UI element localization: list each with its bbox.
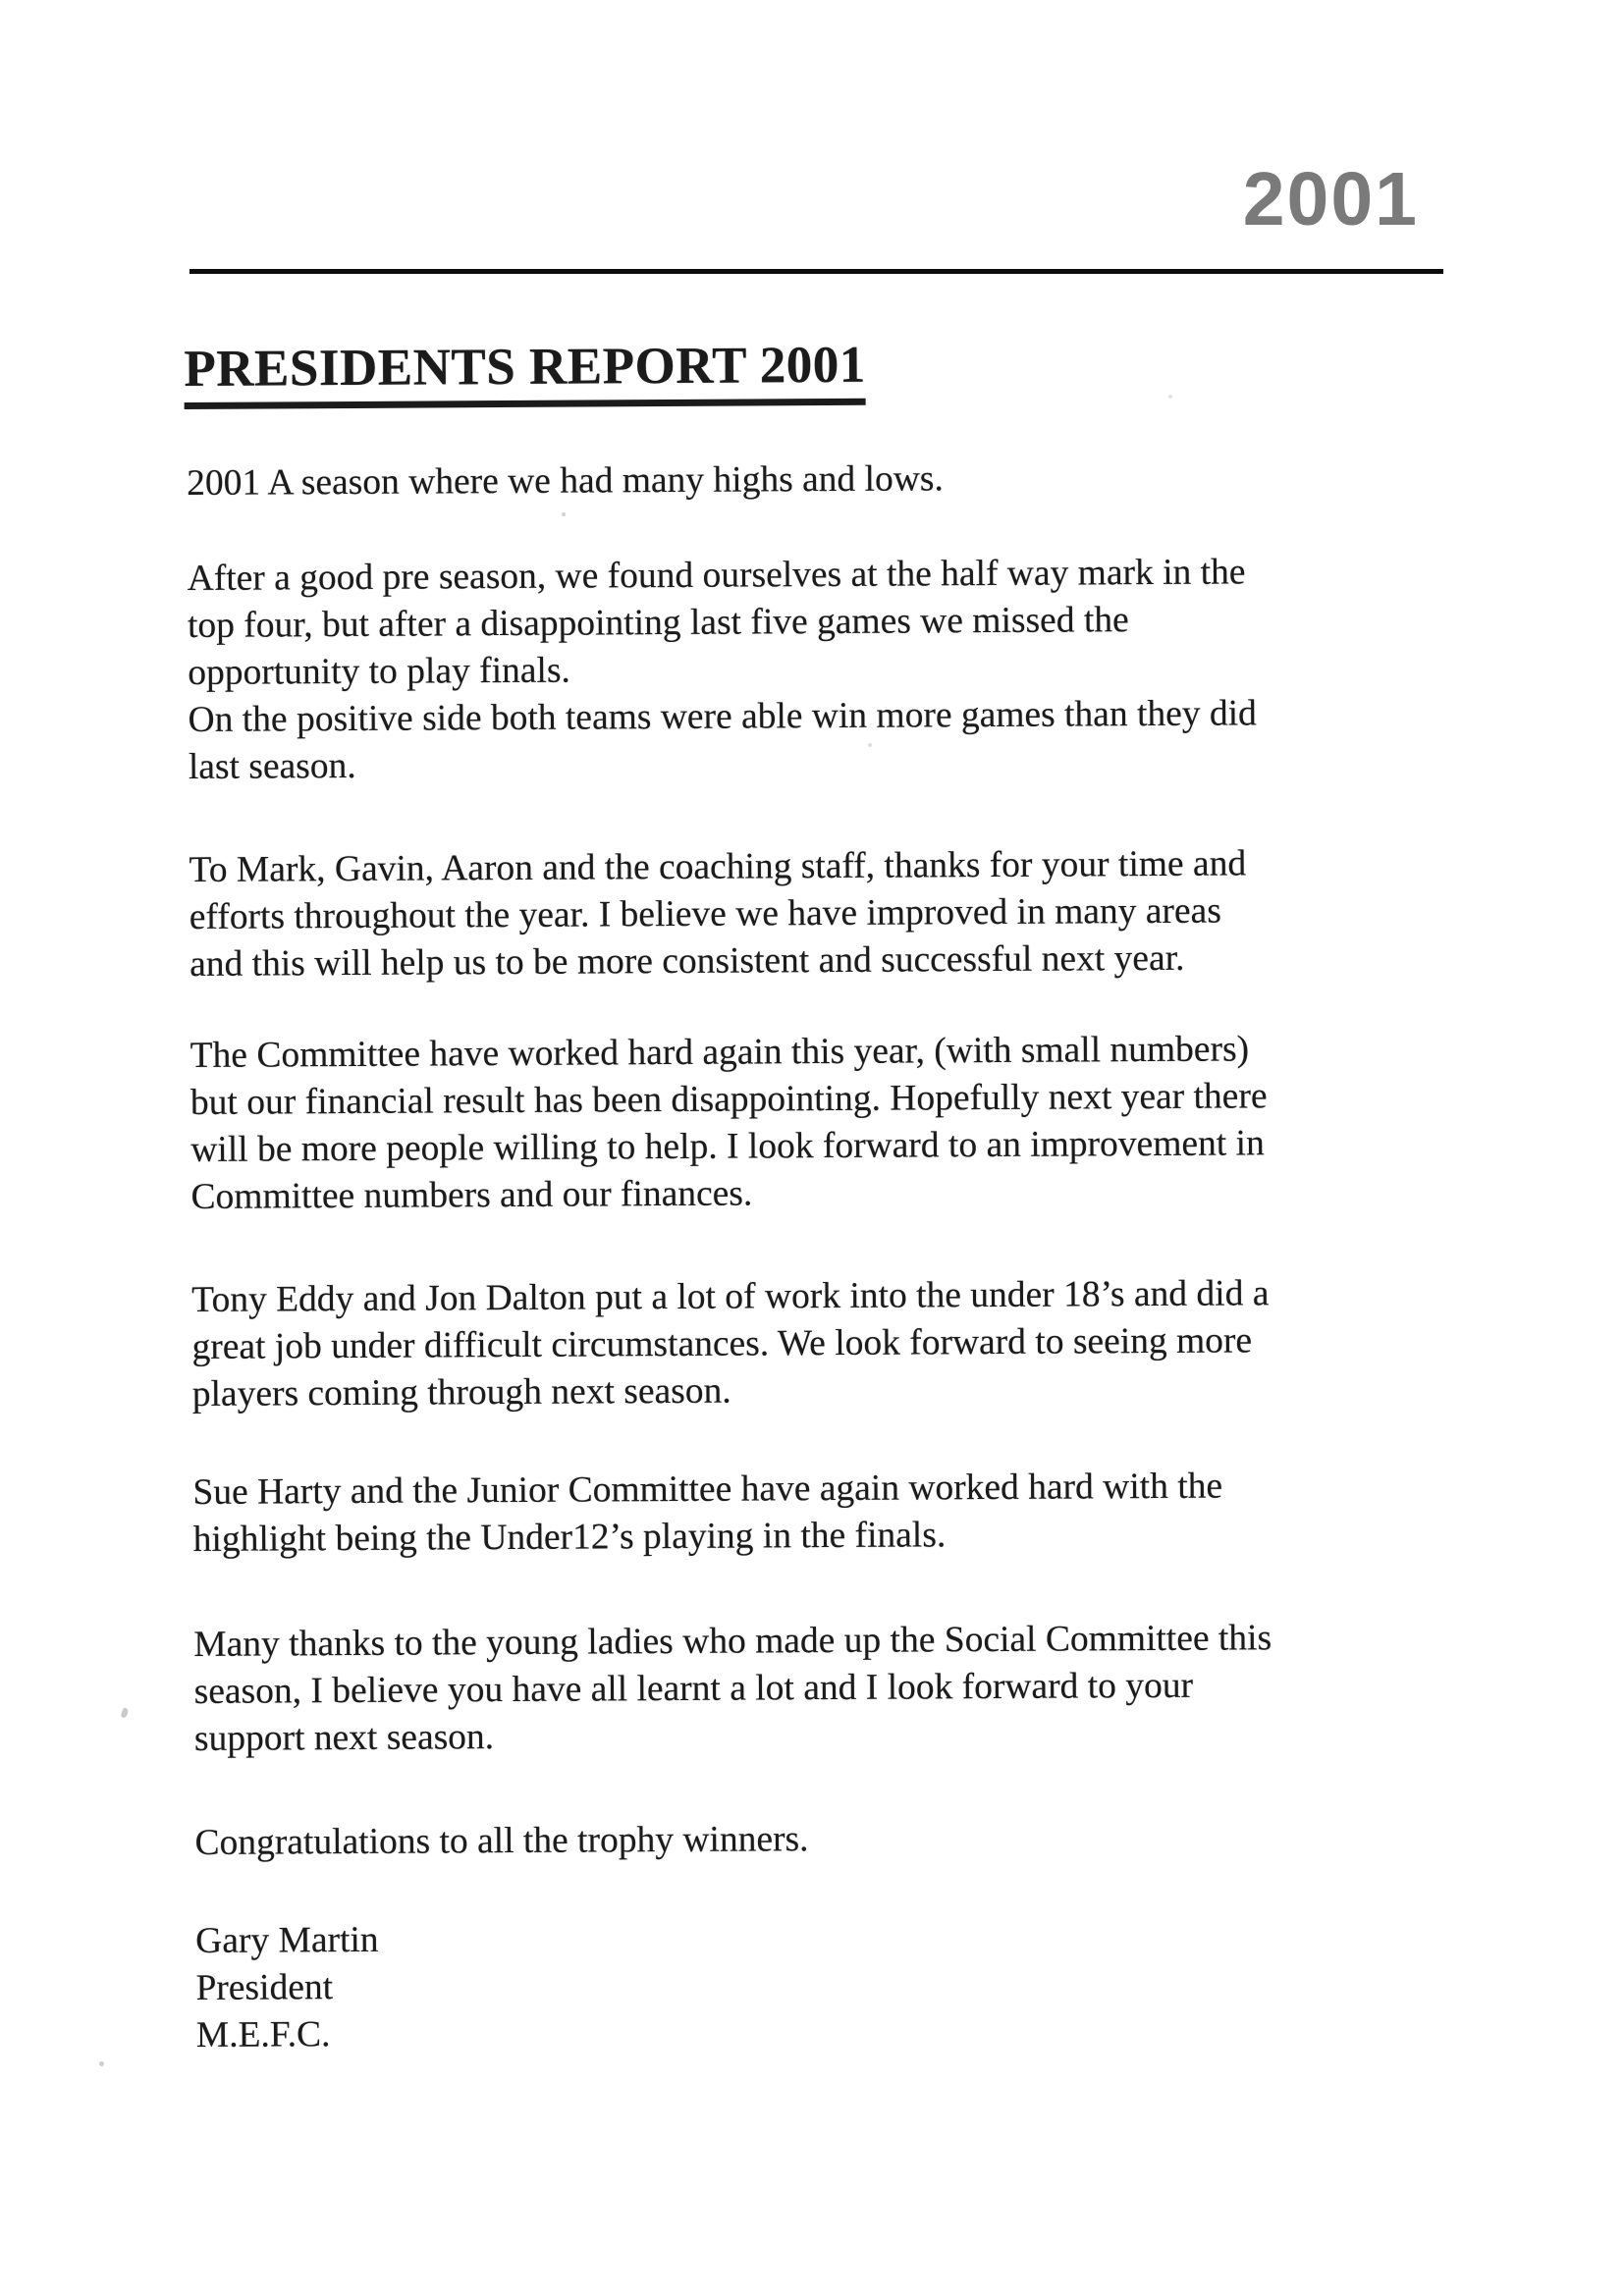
paragraph-under-18s: Tony Eddy and Jon Dalton put a lot of work into the under 18’s and did a great job under difficult circumstances. We look forward to seeing more players coming through next season. xyxy=(191,1273,1270,1415)
paragraph-congratulations: Congratulations to all the trophy winners. xyxy=(194,1819,809,1863)
paragraph-committee: The Committee have worked hard again this year, (with small numbers) but our financial result has been disappointing. Hopefully next year there will be more people willing to help. I look forward to an improvement in Committee numbers and our finances. xyxy=(189,1029,1268,1217)
signature-name: Gary Martin xyxy=(195,1919,379,1961)
scan-speck-artifact xyxy=(99,2061,104,2066)
page-year-watermark: 2001 xyxy=(1242,157,1419,241)
paragraph-social-committee: Many thanks to the young ladies who made up the Social Committee this season, I believe you have all learnt a lot and I look forward to your support next season. xyxy=(193,1618,1272,1759)
paragraph-season-results: After a good pre season, we found ourselves at the half way mark in the top four, but after a disappointing last five games we missed the opportunity to play finals. On the positive side both teams were able win more games than they did last season. xyxy=(187,552,1257,787)
paragraph-junior-committee: Sue Harty and the Junior Committee have again worked hard with the highlight being the Under12’s playing in the finals. xyxy=(192,1466,1223,1560)
scan-speck-artifact xyxy=(1168,395,1172,399)
signature-block xyxy=(195,1910,1502,2059)
scan-speck-artifact xyxy=(562,512,566,516)
paragraph-season-summary: 2001 A season where we had many highs and lows. xyxy=(187,458,944,504)
signature-club: M.E.F.C. xyxy=(195,2014,331,2056)
report-title: PRESIDENTS REPORT 2001 xyxy=(184,336,866,409)
letter-body xyxy=(187,453,1502,2059)
signature-role: President xyxy=(195,1967,334,2008)
paragraph-coaching-thanks: To Mark, Gavin, Aaron and the coaching staff, thanks for your time and efforts throughout the year. I believe we have improved in many areas and this will help us to be more consistent and successful next year. xyxy=(189,843,1247,985)
scan-speck-artifact xyxy=(868,743,872,747)
